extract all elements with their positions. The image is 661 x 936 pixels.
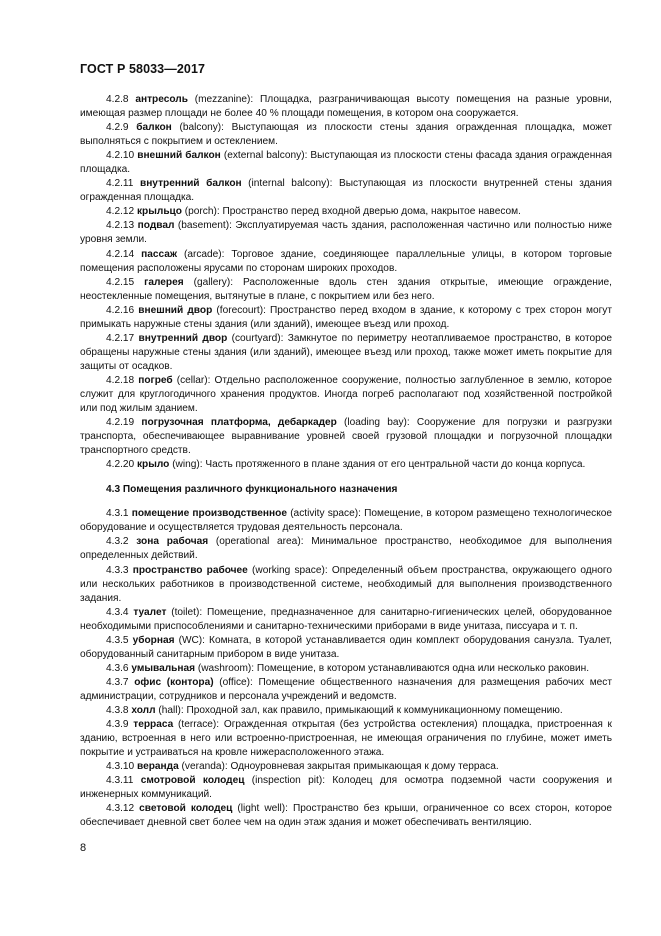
term-entry [80, 662, 612, 676]
entry-term: веранда [136, 761, 179, 773]
entry-definition: (external balcony): Выступающая из плоскости стены фасада здания огражденная площадка. [80, 150, 612, 176]
entry-term: смотровой колодец [140, 775, 245, 787]
entry-term: уборная [132, 634, 175, 646]
entry-term: внутренний балкон [139, 178, 242, 190]
term-entry [80, 760, 612, 774]
entry-number: 4.3.8 [106, 704, 129, 716]
entry-term: пассаж [141, 248, 178, 260]
term-entry [80, 93, 612, 121]
entry-term: погрузочная платформа, дебаркадер [141, 417, 337, 429]
entry-definition: (terrace): Огражденная открытая (без устройства остекления) площадка, пристроенная к зданию, встроенная в него или встроенно-пристроенная, не имеющая ограничения по глубине, может иметь покрытие и устраиваться на кровле нижерасположенного этажа. [80, 719, 612, 759]
entry-number: 4.2.10 [106, 150, 135, 162]
entry-term: пространство рабочее [132, 564, 248, 576]
entry-term: внутренний двор [138, 332, 228, 344]
entry-number: 4.3.3 [106, 564, 129, 576]
entry-definition: (mezzanine): Площадка, разграничивающая высоту помещения на разные уровни, имеющая размер площади не более 40 % площади помещения, в котором она сооружается. [80, 94, 612, 120]
entry-term: крыло [136, 459, 170, 471]
entry-term: зона рабочая [136, 536, 209, 548]
section-4-2-entries [80, 93, 612, 472]
section-title-4-3: 4.3 Помещения различного функционального назначения [106, 484, 398, 496]
entry-definition: (balcony): Выступающая из плоскости стены здания огражденная площадка, может выполняться с покрытием и остеклением. [80, 122, 612, 148]
entry-term: офис (контора) [134, 676, 214, 688]
entry-term: умывальная [131, 662, 196, 674]
entry-term: внешний двор [138, 304, 213, 316]
entry-definition: (gallery): Расположенные вдоль стен здания открытые, имеющие ограждение, неостекленные помещения, вытянутые в плане, с покрытием или без него. [80, 276, 612, 302]
entry-definition: (porch): Пространство перед входной дверью дома, накрытое навесом. [181, 206, 521, 218]
entry-definition: (light well): Пространство без крыши, ограниченное со всех сторон, которое обеспечивает дневной свет более чем на один этаж здания и может обеспечивать вентиляцию. [80, 803, 612, 829]
entry-definition: (internal balcony): Выступающая из плоскости внутренней стены здания огражденная площадка. [80, 178, 612, 204]
entry-term: погреб [138, 374, 173, 386]
entry-number: 4.2.17 [106, 332, 135, 344]
entry-definition: (arcade): Торговое здание, соединяющее параллельные улицы, в котором торговые помещения расположены ярусами по сторонам широких проходов. [80, 248, 612, 274]
document-body [80, 93, 612, 830]
entry-number: 4.2.9 [106, 122, 129, 134]
entry-number: 4.3.6 [106, 662, 129, 674]
entry-number: 4.2.19 [106, 417, 135, 429]
term-entry [80, 458, 612, 472]
term-entry [80, 219, 612, 247]
term-entry [80, 718, 612, 760]
entry-number: 4.3.4 [106, 606, 129, 618]
term-entry [80, 205, 612, 219]
entry-term: крыльцо [136, 206, 182, 218]
term-entry [80, 248, 612, 276]
entry-number: 4.3.12 [106, 803, 135, 815]
entry-number: 4.2.14 [106, 248, 135, 260]
term-entry [80, 304, 612, 332]
term-entry [80, 507, 612, 535]
entry-term: световой колодец [139, 803, 233, 815]
entry-number: 4.3.1 [106, 508, 129, 520]
term-entry [80, 416, 612, 458]
entry-number: 4.2.12 [106, 206, 135, 218]
entry-definition: (wing): Часть протяженного в плане здания от его центральной части до конца корпуса. [169, 459, 586, 471]
section-4-3-entries [80, 507, 612, 830]
term-entry [80, 177, 612, 205]
term-entry [80, 802, 612, 830]
term-entry [80, 121, 612, 149]
entry-number: 4.2.11 [106, 178, 134, 190]
entry-number: 4.3.7 [106, 676, 129, 688]
term-entry [80, 149, 612, 177]
entry-number: 4.2.15 [106, 276, 135, 288]
entry-definition: (veranda): Одноуровневая закрытая примыкающая к дому терраса. [178, 761, 499, 773]
entry-definition: (courtyard): Замкнутое по периметру неотапливаемое пространство, в которое обращены наружные стены здания (или зданий), имеющее въезд или проход, также может иметь покрытие для защиты от осадков. [80, 332, 612, 372]
term-entry [80, 332, 612, 374]
page-number: 8 [80, 842, 87, 854]
term-entry [80, 676, 612, 704]
entry-term: внешний балкон [137, 150, 221, 162]
entry-term: холл [131, 704, 156, 716]
entry-term: балкон [136, 122, 172, 134]
entry-definition: (activity space): Помещение, в котором размещено технологическое оборудование и осуществляется трудовая деятельность персонала. [80, 508, 613, 534]
term-entry [80, 564, 612, 606]
entry-definition: (loading bay): Сооружение для погрузки и разгрузки транспорта, обеспечивающее выравнивание уровней своей грузовой площадки и погрузочной площадки транспортного средств. [80, 417, 612, 457]
entry-definition: (basement): Эксплуатируемая часть здания, расположенная частично или полностью ниже уровня земли. [80, 220, 612, 246]
entry-number: 4.3.2 [106, 536, 129, 548]
entry-definition: (office): Помещение общественного назначения для размещения рабочих мест администрации, сотрудников и персонала учреждений и ведомств. [80, 676, 613, 702]
entry-definition: (inspection pit): Колодец для осмотра подземной части сооружения и инженерных коммуникаций. [80, 775, 612, 801]
entry-term: терраса [133, 719, 174, 731]
entry-number: 4.2.20 [106, 459, 135, 471]
term-entry [80, 374, 612, 416]
entry-definition: (WC): Комната, в которой устанавливается один комплект оборудования санузла. Туалет, оборудованный санитарным прибором в виде унитаза. [80, 634, 612, 660]
entry-definition: (forecourt): Пространство перед входом в здание, к которому с трех сторон могут примыкать наружные стены здания (или зданий), имеющее въезд или проход. [80, 304, 612, 330]
entry-term: подвал [137, 220, 175, 232]
term-entry [80, 634, 612, 662]
entry-number: 4.2.16 [106, 304, 135, 316]
entry-definition: (toilet): Помещение, предназначенное для санитарно-гигиенических целей, оборудованное необходимыми приспособлениями и санитарно-техническими приборами в виде унитаза, писсуара и т. п. [80, 606, 612, 632]
entry-number: 4.2.13 [106, 220, 135, 232]
entry-term: туалет [133, 606, 167, 618]
document-header: ГОСТ Р 58033—2017 [80, 62, 206, 76]
entry-number: 4.3.10 [106, 761, 135, 773]
entry-number: 4.3.11 [106, 775, 134, 787]
term-entry [80, 276, 612, 304]
entry-definition: (cellar): Отдельно расположенное сооружение, полностью заглубленное в землю, которое служит для круглогодичного хранения продуктов. Иногда погреб располагают под хозяйственной постройкой или под жилым зданием. [80, 374, 612, 415]
entry-number: 4.3.9 [106, 719, 129, 731]
term-entry [80, 606, 612, 634]
entry-term: галерея [144, 276, 184, 288]
term-entry [80, 535, 612, 563]
term-entry [80, 704, 612, 718]
entry-number: 4.2.18 [106, 374, 135, 386]
entry-number: 4.3.5 [106, 634, 129, 646]
entry-definition: (washroom): Помещение, в котором устанавливаются одна или несколько раковин. [195, 662, 590, 674]
entry-definition: (hall): Проходной зал, как правило, примыкающий к коммуникационному помещению. [155, 704, 563, 716]
entry-number: 4.2.8 [106, 94, 129, 105]
entry-definition: (operational area): Минимальное пространство, необходимое для выполнения определенных действий. [80, 536, 612, 562]
entry-term: помещение производственное [131, 508, 287, 520]
term-entry [80, 774, 612, 802]
entry-definition: (working space): Определенный объем пространства, окружающего одного или нескольких работников в производственной системе, необходимый для выполнения производственного задания. [80, 564, 612, 604]
entry-term: антресоль [135, 94, 188, 105]
